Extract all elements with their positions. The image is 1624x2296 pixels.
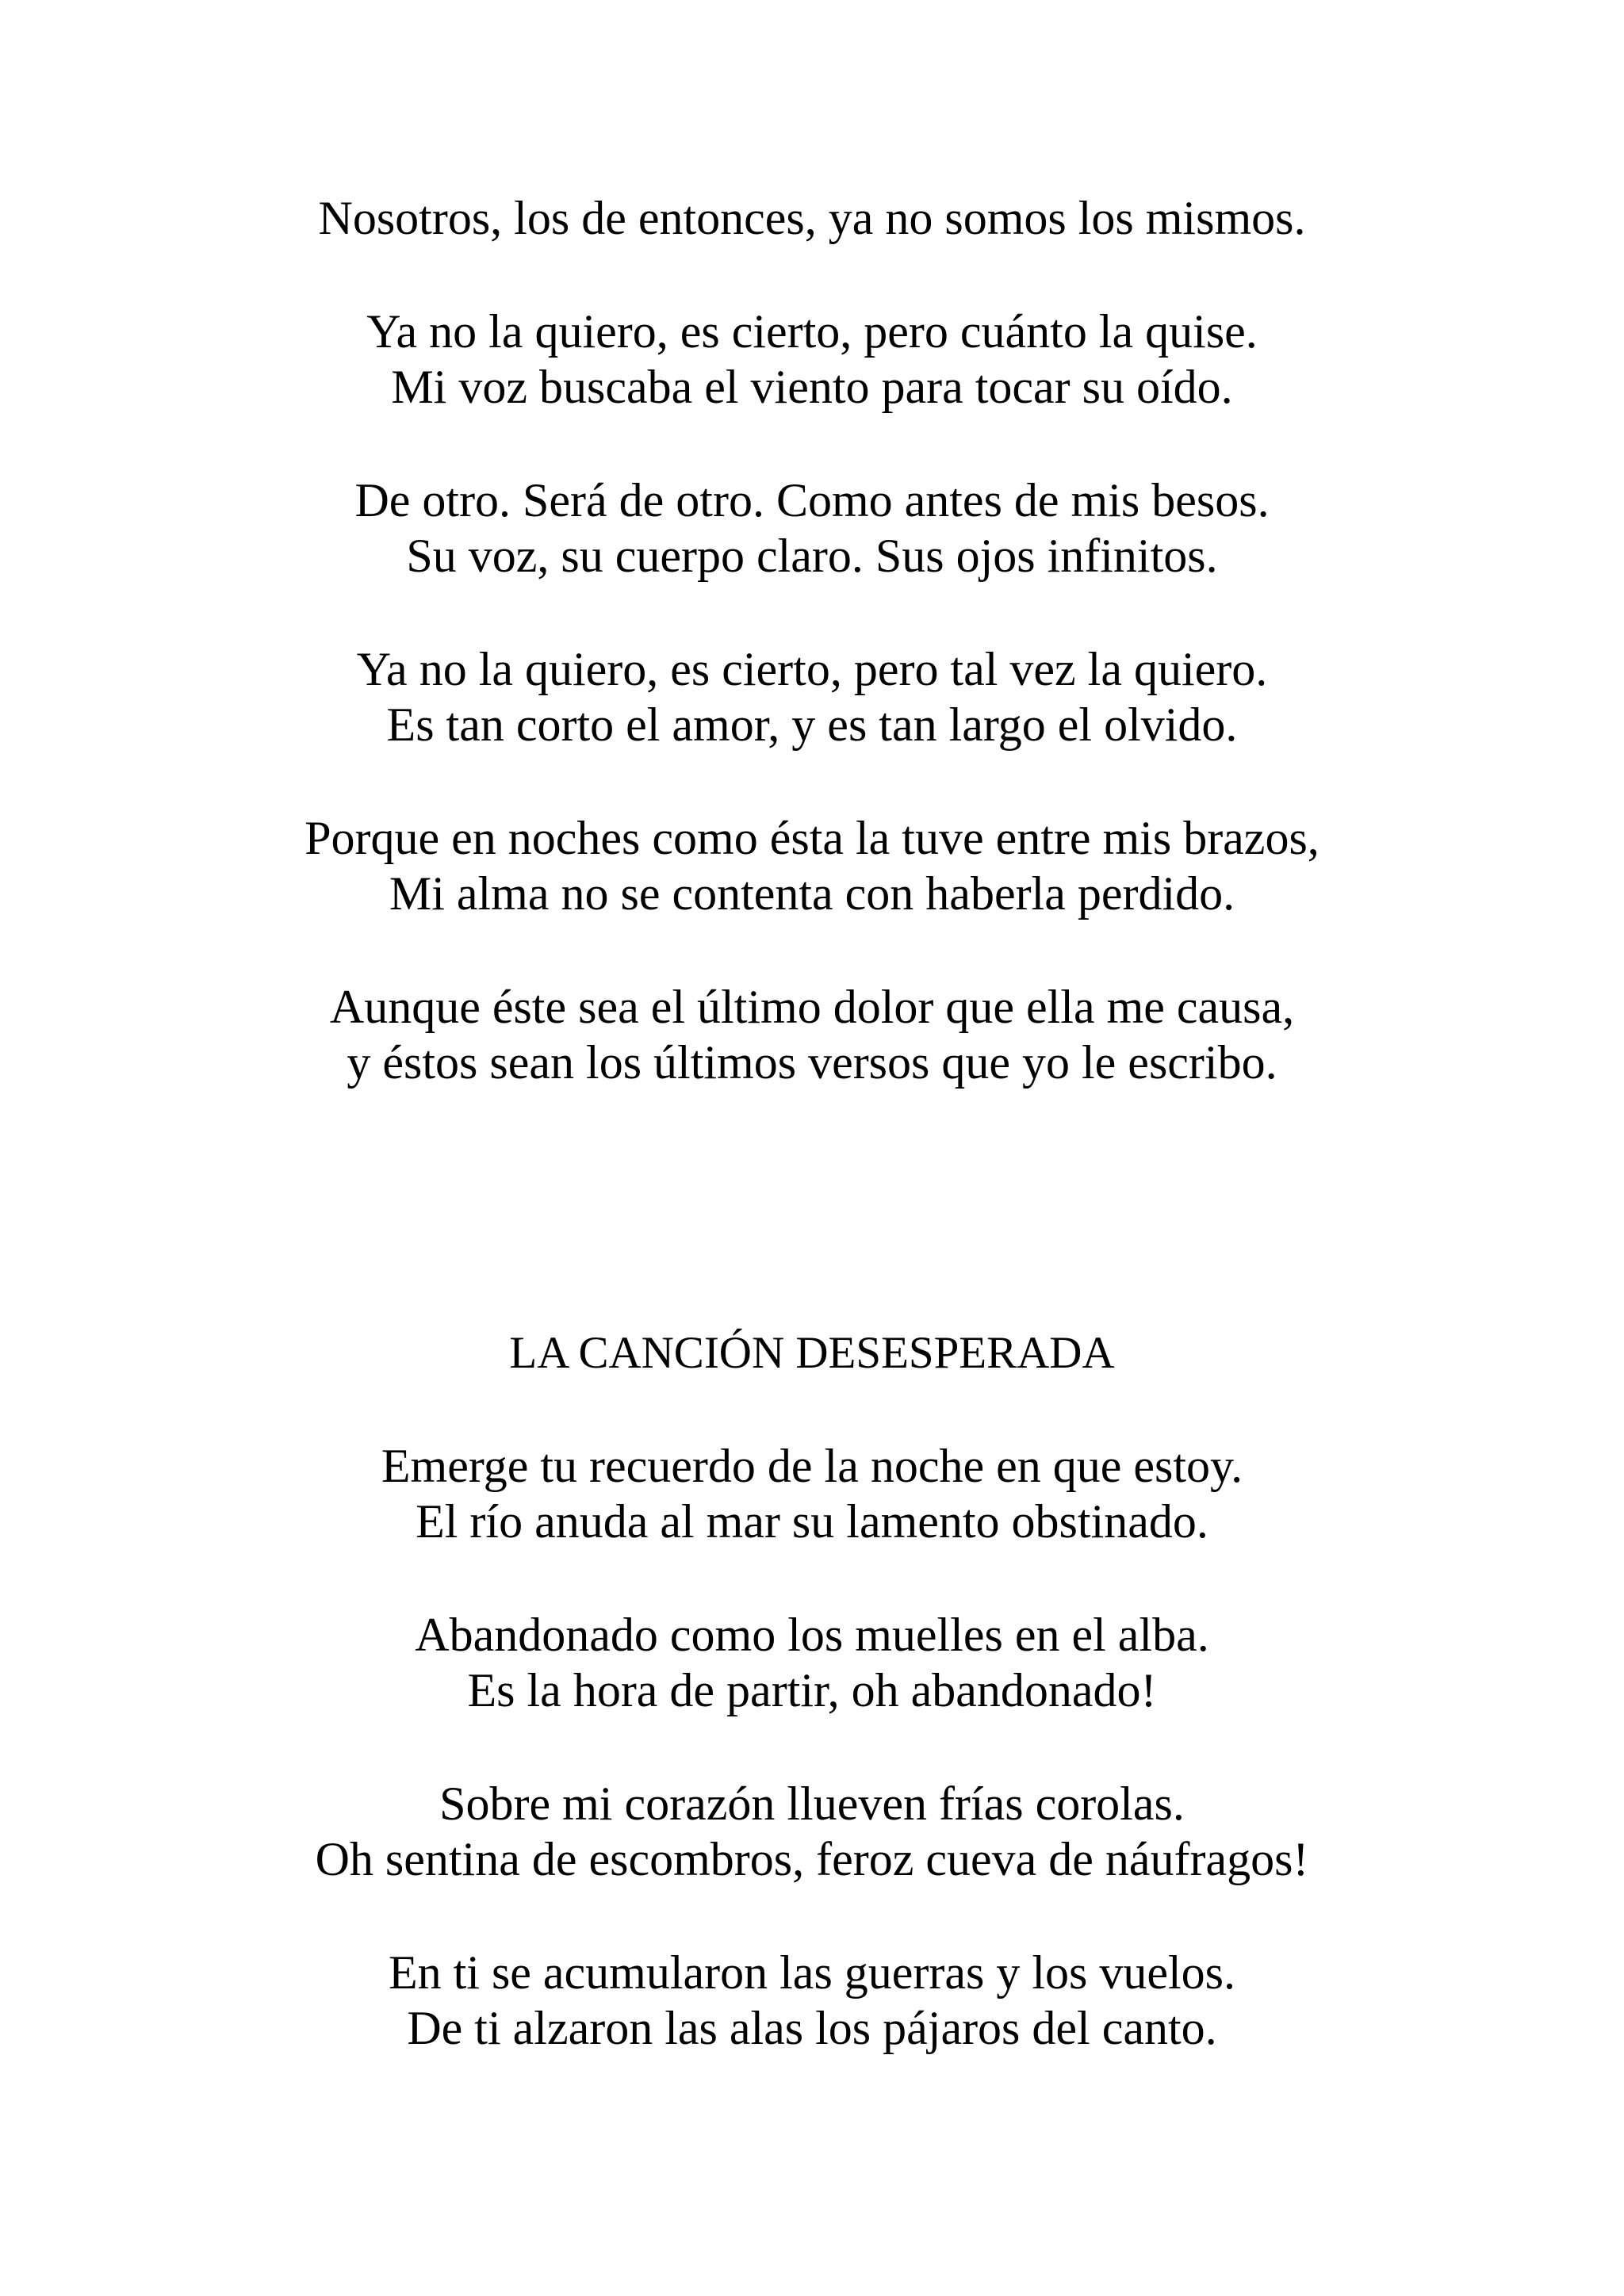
verse-line: Mi voz buscaba el viento para tocar su oído. xyxy=(391,361,1233,413)
verse-line: De ti alzaron las alas los pájaros del canto. xyxy=(407,2002,1217,2054)
verse-line: Aunque éste sea el último dolor que ella me causa, xyxy=(329,981,1295,1033)
stanza xyxy=(0,1438,1624,1549)
verse-line: Es la hora de partir, oh abandonado! xyxy=(467,1664,1157,1716)
verse-line: Abandonado como los muelles en el alba. xyxy=(415,1609,1209,1661)
stanza xyxy=(0,979,1624,1090)
stanza xyxy=(0,473,1624,584)
stanza xyxy=(0,641,1624,752)
poem-la-cancion-desesperada xyxy=(0,1326,1624,2056)
verse-line: Ya no la quiero, es cierto, pero tal vez la quiero. xyxy=(356,643,1268,695)
stanza xyxy=(0,1945,1624,2056)
verse-line: Ya no la quiero, es cierto, pero cuánto la quise. xyxy=(366,305,1258,358)
verse-line: De otro. Será de otro. Como antes de mis besos. xyxy=(354,474,1270,526)
verse-line: Su voz, su cuerpo claro. Sus ojos infinitos. xyxy=(406,530,1218,582)
stanza xyxy=(0,190,1624,246)
verse-line: y éstos sean los últimos versos que yo le escribo. xyxy=(347,1036,1277,1089)
verse-line: Sobre mi corazón llueven frías corolas. xyxy=(439,1777,1185,1830)
verse-line: Emerge tu recuerdo de la noche en que estoy. xyxy=(381,1440,1243,1492)
verse-line: Porque en noches como ésta la tuve entre mis brazos, xyxy=(304,812,1320,864)
stanza xyxy=(0,1607,1624,1718)
poem-ending xyxy=(0,190,1624,1090)
stanza xyxy=(0,810,1624,921)
poem-title: LA CANCIÓN DESESPERADA xyxy=(509,1328,1115,1378)
verse-line: Es tan corto el amor, y es tan largo el olvido. xyxy=(386,698,1238,751)
verse-line: Nosotros, los de entonces, ya no somos los mismos. xyxy=(318,192,1306,244)
verse-line: El río anuda al mar su lamento obstinado. xyxy=(416,1495,1208,1548)
stanza xyxy=(0,1776,1624,1887)
verse-line: Oh sentina de escombros, feroz cueva de náufragos! xyxy=(315,1833,1309,1885)
verse-line: En ti se acumularon las guerras y los vuelos. xyxy=(388,1946,1236,1999)
stanza xyxy=(0,304,1624,415)
verse-line: Mi alma no se contenta con haberla perdido. xyxy=(389,867,1235,920)
